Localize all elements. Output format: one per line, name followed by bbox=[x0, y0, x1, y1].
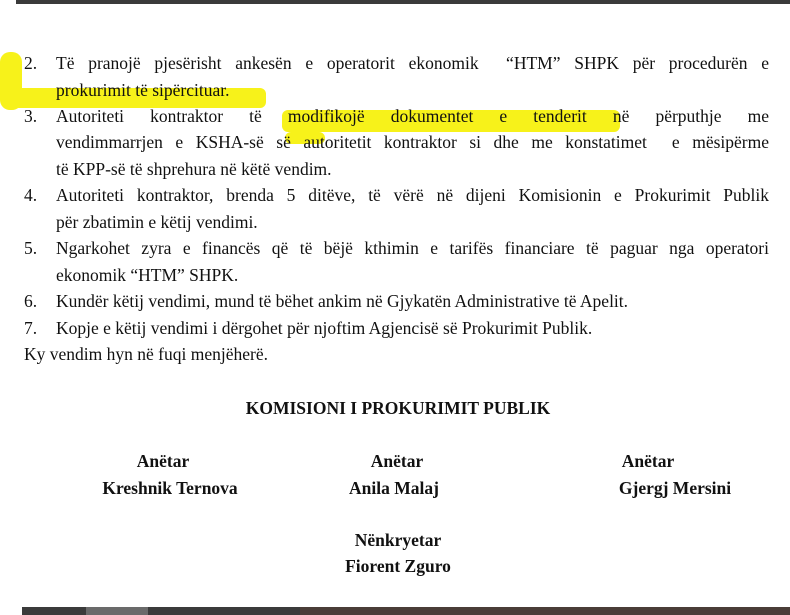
list-number: 6. bbox=[24, 291, 38, 311]
list-item-text: Kopje e këtij vendimi i dërgohet për njoftim Agjencisë së Prokurimit Publik. bbox=[56, 318, 593, 338]
list-item-text: të KPP-së të shprehura në këtë vendim. bbox=[56, 159, 332, 179]
list-item-text: prokurimit të sipërcituar. bbox=[56, 80, 230, 100]
member-name: Anila Malaj bbox=[349, 478, 439, 498]
list-number: 4. bbox=[24, 185, 38, 205]
member-name: Gjergj Mersini bbox=[618, 478, 732, 498]
list-item-text: Ngarkohet zyra e financës që të bëjë kthimin e tarifës financiare të paguar nga operatori bbox=[56, 238, 769, 258]
list-number: 7. bbox=[24, 318, 38, 338]
list-number: 2. bbox=[24, 53, 38, 73]
page-top-border bbox=[16, 0, 790, 4]
deputy-chair-role: Nënkryetar bbox=[354, 530, 442, 550]
list-item-text: Kundër këtij vendimi, mund të bëhet ankim në Gjykatën Administrative të Apelit. bbox=[56, 291, 629, 311]
list-item-text: për zbatimin e këtij vendimi. bbox=[56, 212, 258, 232]
member-role: Anëtar bbox=[370, 451, 424, 471]
deputy-chair-name: Fiorent Zguro bbox=[345, 556, 451, 576]
list-item-text: ekonomik “HTM” SHPK. bbox=[56, 265, 239, 285]
list-number: 5. bbox=[24, 238, 38, 258]
list-item-text: Autoriteti kontraktor, brenda 5 ditëve, të vërë në dijeni Komisionin e Prokurimit Publik bbox=[56, 185, 769, 205]
list-item-text: Autoriteti kontraktor të modifikojë dokumentet e tenderit në përputhje me bbox=[56, 106, 769, 126]
closing-statement: Ky vendim hyn në fuqi menjëherë. bbox=[24, 344, 268, 364]
list-item-text: Të pranojë pjesërisht ankesën e operatorit ekonomik “HTM” SHPK për procedurën e bbox=[56, 53, 769, 73]
list-item-text: vendimmarrjen e KSHA-së së autoritetit kontraktor si dhe me konstatimet e mësipërme bbox=[56, 132, 769, 152]
member-name: Kreshnik Ternova bbox=[102, 478, 238, 498]
commission-title: KOMISIONI I PROKURIMIT PUBLIK bbox=[245, 398, 551, 418]
member-role: Anëtar bbox=[136, 451, 190, 471]
list-number: 3. bbox=[24, 106, 38, 126]
member-role: Anëtar bbox=[621, 451, 675, 471]
page-bottom-border bbox=[0, 607, 790, 615]
